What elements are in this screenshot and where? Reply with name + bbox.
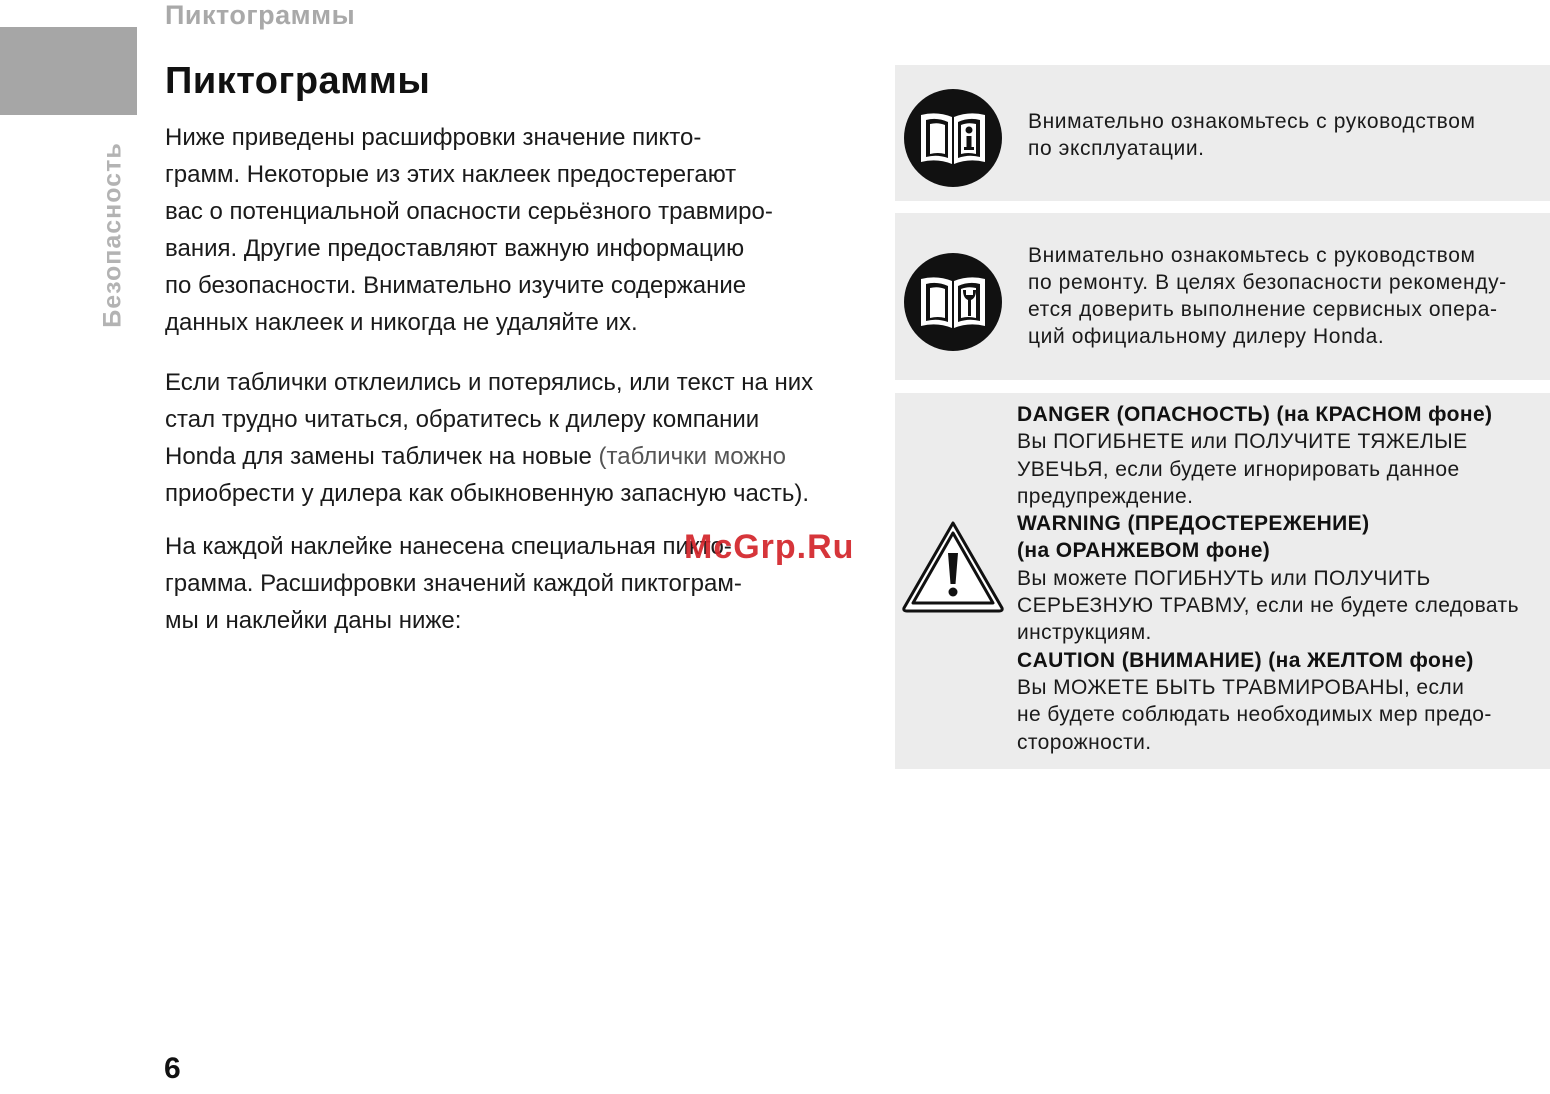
text-line: по ремонту. В целях безопасности рекоменду- <box>1028 271 1507 294</box>
warning-title-continued: (на ОРАНЖЕВОМ фоне) <box>1017 539 1271 563</box>
book-info-icon <box>903 88 1003 188</box>
text-line: Honda для замены табличек на новые <box>165 443 592 470</box>
pictogram-hazard-levels <box>895 393 1550 769</box>
watermark: McGrp.Ru <box>684 528 855 566</box>
text-line: ций официальному дилеру Honda. <box>1028 325 1385 348</box>
text-line: стал трудно читаться, обратитесь к дилеру компании <box>165 406 760 433</box>
text-line: не будете соблюдать необходимых мер предо- <box>1017 703 1492 727</box>
service-manual-text <box>1028 242 1507 350</box>
text-line: Вы ПОГИБНЕТЕ или ПОЛУЧИТЕ ТЯЖЕЛЫЕ <box>1017 430 1468 454</box>
section-label: Безопасность <box>98 142 127 328</box>
text-line: Ниже приведены расшифровки значение пикто- <box>165 124 702 151</box>
text-line: предупреждение. <box>1017 484 1194 508</box>
purchase-note: (таблички можно <box>598 443 786 470</box>
warning-triangle-icon <box>901 520 1005 614</box>
section-tab <box>0 27 137 115</box>
page-number: 6 <box>164 1052 181 1085</box>
text-line: грамм. Некоторые из этих наклеек предостерегают <box>165 161 737 188</box>
text-line: вания. Другие предоставляют важную информацию <box>165 235 745 262</box>
text-line: мы и наклейки даны ниже: <box>165 607 462 634</box>
hazard-text <box>1017 401 1547 756</box>
text-line: по безопасности. Внимательно изучите содержание <box>165 272 747 299</box>
text-line: УВЕЧЬЯ, если будете игнорировать данное <box>1017 457 1460 481</box>
warning-title: WARNING (ПРЕДОСТЕРЕЖЕНИЕ) <box>1017 512 1370 536</box>
pictogram-operator-manual <box>895 65 1550 201</box>
text-line: по эксплуатации. <box>1028 137 1205 160</box>
text-line: данных наклеек и никогда не удаляйте их. <box>165 309 638 336</box>
intro-paragraph <box>165 119 805 341</box>
text-line: СЕРЬЕЗНУЮ ТРАВМУ, если не будете следовать <box>1017 594 1519 618</box>
text-line: Вы можете ПОГИБНУТЬ или ПОЛУЧИТЬ <box>1017 566 1431 590</box>
text-line: Внимательно ознакомьтесь с руководством <box>1028 244 1476 267</box>
running-header: Пиктограммы <box>165 0 356 30</box>
pictogram-service-manual <box>895 213 1550 380</box>
text-line: Внимательно ознакомьтесь с руководством <box>1028 110 1476 133</box>
text-line: сторожности. <box>1017 730 1152 754</box>
text-line: инструкциям. <box>1017 621 1152 645</box>
page-title: Пиктограммы <box>165 60 431 102</box>
text-line: ется доверить выполнение сервисных опера- <box>1028 298 1498 321</box>
text-line: Если таблички отклеились и потерялись, или текст на них <box>165 369 814 396</box>
purchase-note-continued: приобрести у дилера как обыкновенную запасную часть). <box>165 480 810 507</box>
operator-manual-text <box>1028 108 1476 162</box>
text-line: грамма. Расшифровки значений каждой пиктограм- <box>165 570 742 597</box>
danger-title: DANGER (ОПАСНОСТЬ) (на КРАСНОМ фоне) <box>1017 403 1493 426</box>
text-line: На каждой наклейке нанесена специальная пикто- <box>165 533 732 560</box>
text-line: вас о потенциальной опасности серьёзного травмиро- <box>165 198 773 225</box>
caution-title: CAUTION (ВНИМАНИЕ) (на ЖЕЛТОМ фоне) <box>1017 648 1474 672</box>
text-line: Вы МОЖЕТЕ БЫТЬ ТРАВМИРОВАНЫ, если <box>1017 675 1465 699</box>
replacement-paragraph <box>165 364 865 512</box>
book-wrench-icon <box>903 252 1003 352</box>
